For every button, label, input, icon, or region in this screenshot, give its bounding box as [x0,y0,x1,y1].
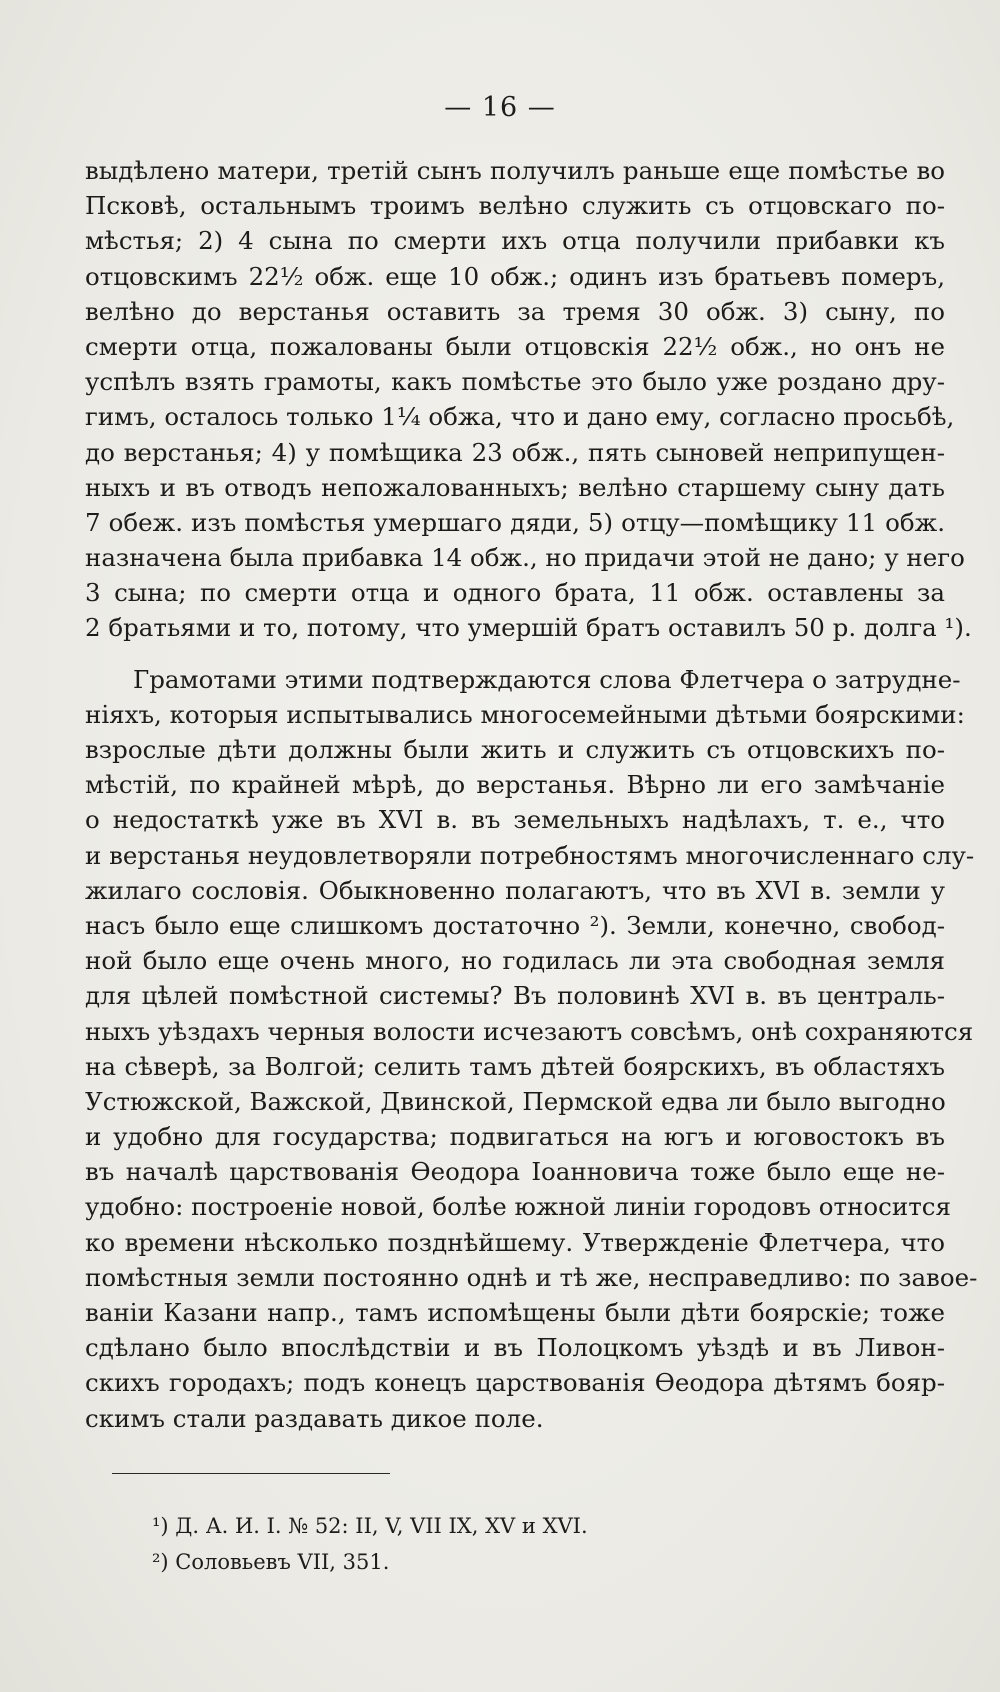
text-line: мѣстья; 2) 4 сына по смерти ихъ отца получили прибавки къ [85,226,945,256]
text-line: ко времени нѣсколько позднѣйшему. Утвержденіе Флетчера, что [85,1227,945,1257]
text-line: и верстанья неудовлетворяли потребностямъ многочисленнаго слу- [85,840,975,870]
text-line: ной было еще очень много, но годилась ли эта свободная земля [85,946,945,976]
footnote-divider [112,1473,390,1474]
text-line: насъ было еще слишкомъ достаточно ²). Земли, конечно, свобод- [85,910,945,940]
text-line: скимъ стали раздавать дикое поле. [85,1403,544,1433]
text-line: назначена была прибавка 14 обж., но придачи этой не дано; у него [85,543,965,573]
text-line: 7 обеж. изъ помѣстья умершаго дяди, 5) отцу—помѣщику 11 обж. [85,507,945,537]
text-line: на сѣверѣ, за Волгой; селить тамъ дѣтей боярскихъ, въ областяхъ [85,1051,945,1081]
text-line: жилаго сословія. Обыкновенно полагаютъ, что въ XVI в. земли у [85,875,945,905]
text-line: и удобно для государства; подвигаться на югъ и юговостокъ въ [85,1122,945,1152]
text-line: помѣстныя земли постоянно однѣ и тѣ же, несправедливо: по завое- [85,1262,978,1292]
footnote: ¹) Д. А. И. I. № 52: II, V, VII IX, XV и XVI. [152,1514,588,1538]
text-line: ныхъ уѣздахъ черныя волости исчезаютъ совсѣмъ, онѣ сохраняются [85,1016,974,1046]
text-line: въ началѣ царствованія Ѳеодора Іоанновича тоже было еще не- [85,1157,945,1187]
text-line: 2 братьями и то, потому, что умершій братъ оставилъ 50 р. долга ¹). [85,613,972,643]
text-line: гимъ, осталось только 1¼ обжа, что и дано ему, согласно просьбѣ, [85,402,955,432]
text-line: удобно: построеніе новой, болѣе южной линіи городовъ относится [85,1192,951,1222]
text-line: Псковѣ, остальнымъ троимъ велѣно служить съ отцовскаго по- [85,191,945,221]
text-line: взрослые дѣти должны были жить и служить съ отцовскихъ по- [85,735,945,764]
text-line: скихъ городахъ; подъ конецъ царствованія Ѳеодора дѣтямъ бояр- [85,1368,945,1398]
paragraph [85,153,972,646]
text-line: сдѣлано было впослѣдствіи и въ Полоцкомъ уѣздѣ и въ Ливон- [85,1333,945,1363]
text-line: Грамотами этими подтверждаются слова Флетчера о затрудне- [133,664,961,694]
text-line: ваніи Казани напр., тамъ испомѣщены были дѣти боярскіе; тоже [85,1298,945,1327]
text-line: отцовскимъ 22½ обж. еще 10 обж.; одинъ изъ братьевъ померъ, [85,261,945,291]
text-line: Устюжской, Важской, Двинской, Пермской едва ли было выгодно [85,1086,946,1116]
text-line: о недостаткѣ уже въ XVI в. въ земельныхъ надѣлахъ, т. е., что [85,805,945,835]
text-line: выдѣлено матери, третій сынъ получилъ раньше еще помѣстье во [85,156,945,185]
body-text [85,153,978,1436]
text-line: велѣно до верстанья оставить за тремя 30 обж. 3) сыну, по [85,296,945,326]
text-line: до верстанья; 4) у помѣщика 23 обж., пять сыновей неприпущен- [85,437,945,467]
page-number: — 16 — [444,92,556,123]
text-line: ніяхъ, которыя испытывались многосемейными дѣтьми боярскими: [85,699,965,729]
text-line: успѣлъ взять грамоты, какъ помѣстье это было уже роздано дру- [85,367,945,397]
paragraph [85,662,978,1436]
footnotes [152,1508,588,1580]
text-line: 3 сына; по смерти отца и одного брата, 11 обж. оставлены за [85,578,945,608]
text-line: смерти отца, пожалованы были отцовскія 22½ обж., но онъ не [85,331,945,361]
text-line: для цѣлей помѣстной системы? Въ половинѣ XVI в. въ централь- [85,981,945,1011]
text-line: ныхъ и въ отводъ непожалованныхъ; велѣно старшему сыну дать [85,472,945,502]
footnote: ²) Соловьевъ VII, 351. [152,1550,390,1574]
text-line: мѣстій, по крайней мѣрѣ, до верстанья. Вѣрно ли его замѣчаніе [85,770,945,800]
